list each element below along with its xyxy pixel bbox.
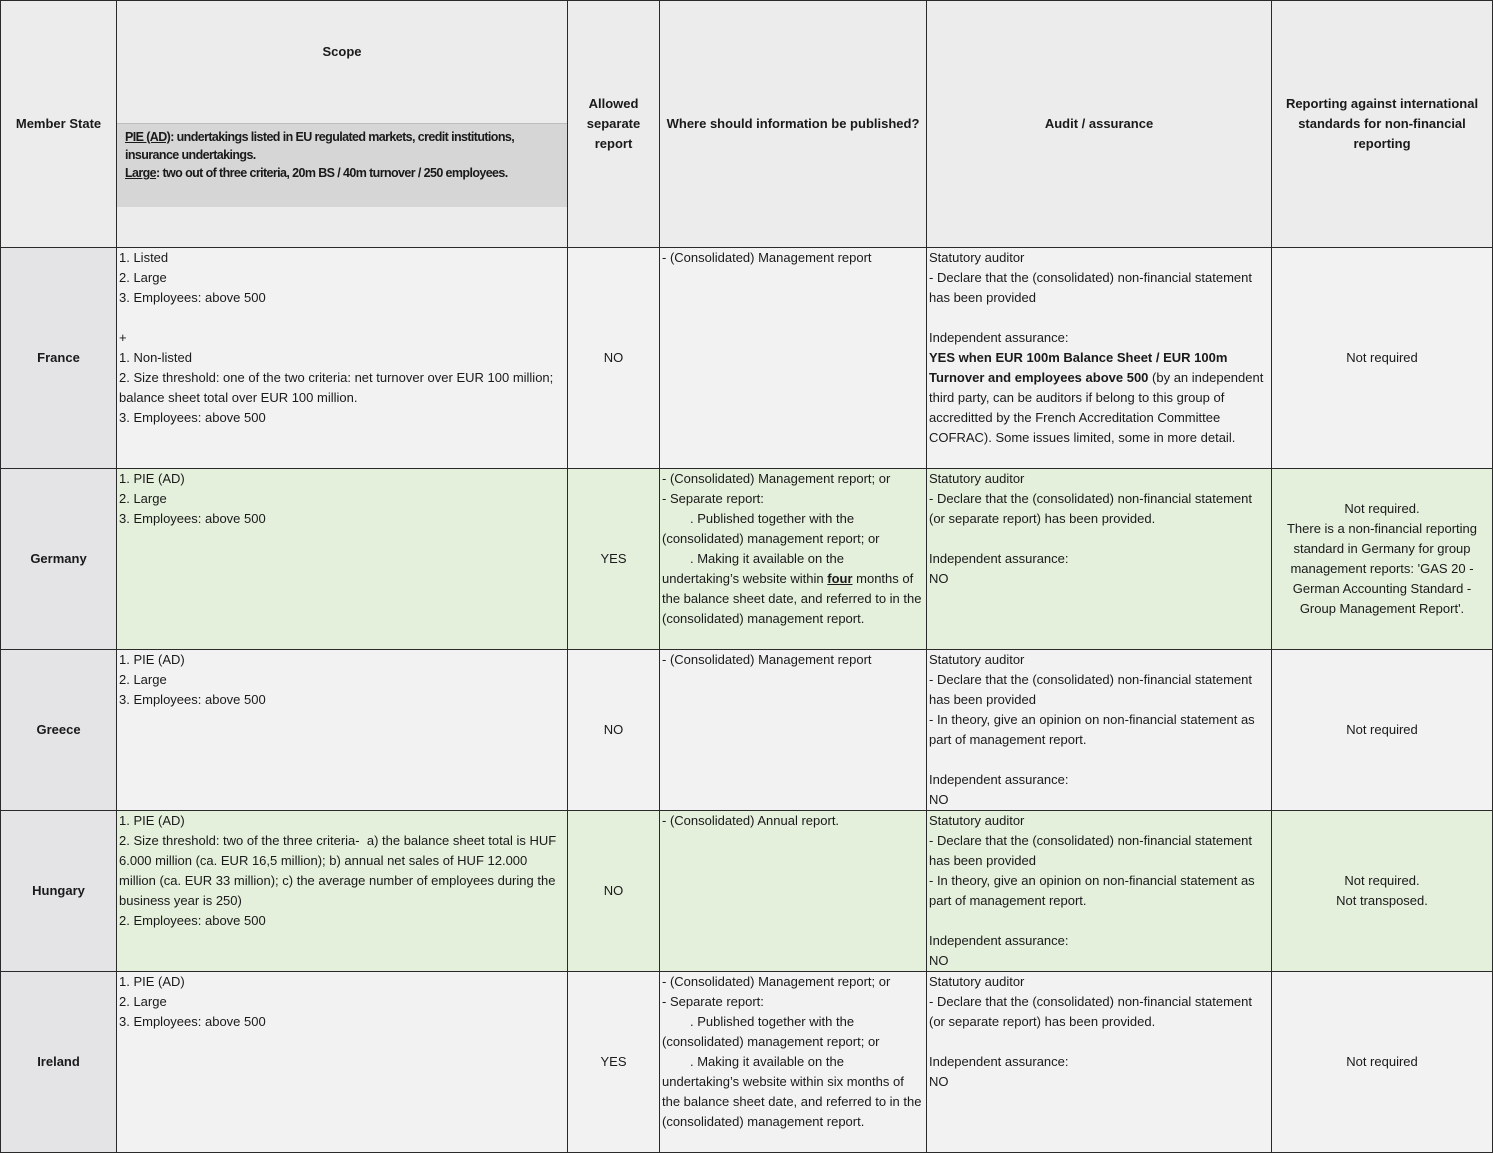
allowed-cell: YES bbox=[568, 469, 660, 650]
scope-cell: 1. Listed 2. Large 3. Employees: above 500 + 1. Non-listed 2. Size threshold: one of the two criteria: net turnover over EUR 100 million; balance sheet total over EUR 100 million. 3. Employees: above 500 bbox=[117, 248, 568, 469]
where-option-2: . Making it available on the undertaking’s website within bbox=[662, 551, 848, 586]
audit-cell: Statutory auditor - Declare that the (consolidated) non-financial statement (or separate report) has been provided. Independent assurance: NO bbox=[927, 469, 1272, 650]
reporting-cell: Not required. Not transposed. bbox=[1272, 811, 1493, 972]
member-state-cell: Germany bbox=[1, 469, 117, 650]
table-row bbox=[1, 650, 1493, 811]
header-audit-assurance: Audit / assurance bbox=[927, 1, 1272, 248]
allowed-cell: NO bbox=[568, 811, 660, 972]
scope-cell: 1. PIE (AD) 2. Size threshold: two of the three criteria- a) the balance sheet total is HUF 6.000 million (ca. EUR 16,5 million); b) annual net sales of HUF 12.000 million (ca. EUR 33 million); c) the average number of employees during the business year is 250) 2. Employees: above 500 bbox=[117, 811, 568, 972]
scope-definitions bbox=[117, 123, 567, 207]
audit-text: Statutory auditor - Declare that the (consolidated) non-financial statement has been provided Independent assurance: bbox=[929, 250, 1253, 345]
member-state-cell: Ireland bbox=[1, 972, 117, 1153]
header-allowed-separate-report: Allowed separate report bbox=[568, 1, 660, 248]
table-row bbox=[1, 248, 1493, 469]
reporting-cell: Not required bbox=[1272, 650, 1493, 811]
where-option-1: . Published together with the (consolidated) management report; or bbox=[662, 1014, 880, 1049]
header-international-standards: Reporting against international standards for non-financial reporting bbox=[1272, 1, 1493, 248]
audit-cell: Statutory auditor - Declare that the (consolidated) non-financial statement (or separate report) has been provided. Independent assurance: NO bbox=[927, 972, 1272, 1153]
audit-text-continued: (by an independent third party, can be auditors if belong to this group of accreditted by the French Accreditation Committee COFRAC). Some issues limited, some in more detail. bbox=[929, 370, 1267, 445]
reporting-cell: Not required. There is a non-financial reporting standard in Germany for group management reports: 'GAS 20 - German Accounting Standard - Group Management Report'. bbox=[1272, 469, 1493, 650]
audit-cell: Statutory auditor - Declare that the (consolidated) non-financial statement has been provided - In theory, give an opinion on non-financial statement as part of management report. Independent assurance: NO bbox=[927, 811, 1272, 972]
allowed-cell: YES bbox=[568, 972, 660, 1153]
where-cell: - (Consolidated) Annual report. bbox=[660, 811, 927, 972]
scope-cell: 1. PIE (AD) 2. Large 3. Employees: above 500 bbox=[117, 650, 568, 811]
where-cell bbox=[660, 469, 927, 650]
allowed-cell: NO bbox=[568, 650, 660, 811]
member-state-cell: France bbox=[1, 248, 117, 469]
audit-bold-text: YES when EUR 100m Balance Sheet / EUR 100m Turnover and employees above 500 bbox=[929, 350, 1232, 385]
allowed-cell: NO bbox=[568, 248, 660, 469]
audit-cell bbox=[927, 248, 1272, 469]
header-scope-title: Scope bbox=[322, 44, 362, 59]
reporting-cell: Not required bbox=[1272, 248, 1493, 469]
where-emphasis: four bbox=[827, 571, 853, 586]
reporting-cell: Not required bbox=[1272, 972, 1493, 1153]
where-text: - (Consolidated) Management report; or - Separate report: bbox=[662, 471, 891, 506]
member-state-cell: Hungary bbox=[1, 811, 117, 972]
scope-large-text: : two out of three criteria, 20m BS / 40m turnover / 250 employees. bbox=[156, 166, 508, 180]
table-row bbox=[1, 811, 1493, 972]
where-option-1: . Published together with the (consolidated) management report; or bbox=[662, 511, 880, 546]
member-state-cell: Greece bbox=[1, 650, 117, 811]
header-where-published: Where should information be published? bbox=[660, 1, 927, 248]
header-row bbox=[1, 1, 1493, 248]
table-row bbox=[1, 972, 1493, 1153]
where-option-2-end: months of the balance sheet date, and referred to in the (consolidated) management report. bbox=[662, 571, 926, 626]
header-member-state: Member State bbox=[1, 1, 117, 248]
where-text: - (Consolidated) Management report; or - Separate report: bbox=[662, 974, 891, 1009]
where-cell: - (Consolidated) Management report bbox=[660, 650, 927, 811]
scope-cell: 1. PIE (AD) 2. Large 3. Employees: above 500 bbox=[117, 972, 568, 1153]
header-scope bbox=[117, 1, 568, 248]
where-cell bbox=[660, 972, 927, 1153]
where-cell: - (Consolidated) Management report bbox=[660, 248, 927, 469]
where-option-2: . Making it available on the undertaking’s website within six months of the balance sheet date, and referred to in the (consolidated) management report. bbox=[662, 1054, 926, 1129]
scope-large-label: Large bbox=[125, 166, 157, 180]
audit-cell: Statutory auditor - Declare that the (consolidated) non-financial statement has been provided - In theory, give an opinion on non-financial statement as part of management report. Independent assurance: NO bbox=[927, 650, 1272, 811]
scope-pie-text: : undertakings listed in EU regulated markets, credit institutions, insurance undertakings. bbox=[125, 130, 517, 162]
table-row bbox=[1, 469, 1493, 650]
scope-pie-label: PIE (AD) bbox=[125, 130, 171, 144]
scope-cell: 1. PIE (AD) 2. Large 3. Employees: above 500 bbox=[117, 469, 568, 650]
